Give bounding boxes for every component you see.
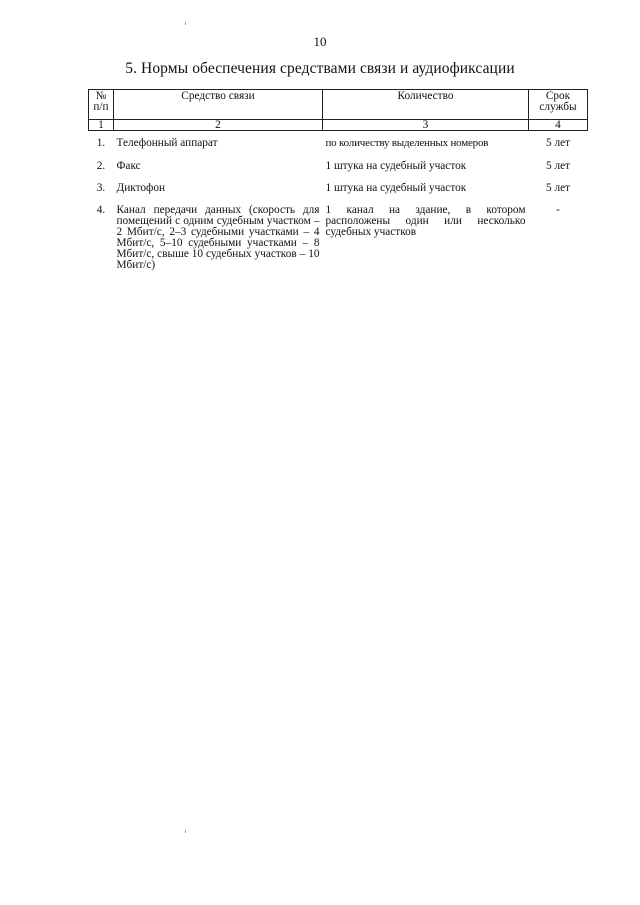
table-header-row <box>89 90 588 120</box>
row-number: 4. <box>96 204 106 216</box>
header-number: № п/п <box>89 90 114 120</box>
row-number: 1. <box>96 137 106 149</box>
table-row <box>89 131 588 154</box>
page-number: 10 <box>313 34 327 49</box>
column-number: 4 <box>529 120 588 131</box>
row-quantity: 1 штука на судебный участок <box>325 182 467 194</box>
row-number: 3. <box>96 182 106 194</box>
header-means: Средство связи <box>114 90 323 120</box>
row-service-life: 5 лет <box>545 160 571 172</box>
norms-table <box>88 89 588 271</box>
table-row <box>89 175 588 197</box>
section-title: 5. Нормы обеспечения средствами связи и аудиофиксации <box>125 60 515 77</box>
row-quantity: 1 штука на судебный участок <box>325 160 467 172</box>
column-number: 2 <box>114 120 323 131</box>
row-quantity: по количеству выделенных номеров <box>325 137 489 149</box>
header-quantity: Количество <box>323 90 529 120</box>
header-service-life: Срок службы <box>529 90 588 120</box>
column-number: 3 <box>323 120 529 131</box>
column-number: 1 <box>89 120 114 131</box>
scan-mark-bottom <box>185 830 186 833</box>
row-quantity: 1 канал на здание, в котором расположены один или несколько судебных участков <box>325 204 526 238</box>
row-means: Факс <box>116 160 141 172</box>
row-means: Телефонный аппарат <box>116 137 218 149</box>
column-numbers-row <box>89 120 588 131</box>
table-row <box>89 153 588 175</box>
table-row <box>89 197 588 271</box>
row-means: Канал передачи данных (скорость для помещений с одним судебным участком – 2 Мбит/с, 2–3 судебными участками – 4 Мбит/с, 5–10 судебными участками – 8 Мбит/с, свыше 10 судебных участков – 10 Мбит/с) <box>116 204 320 271</box>
row-service-life: 5 лет <box>545 137 571 149</box>
row-service-life: 5 лет <box>545 182 571 194</box>
row-means: Диктофон <box>116 182 166 194</box>
row-number: 2. <box>96 160 106 172</box>
scan-mark-top <box>185 22 186 25</box>
row-service-life: - <box>556 204 560 216</box>
